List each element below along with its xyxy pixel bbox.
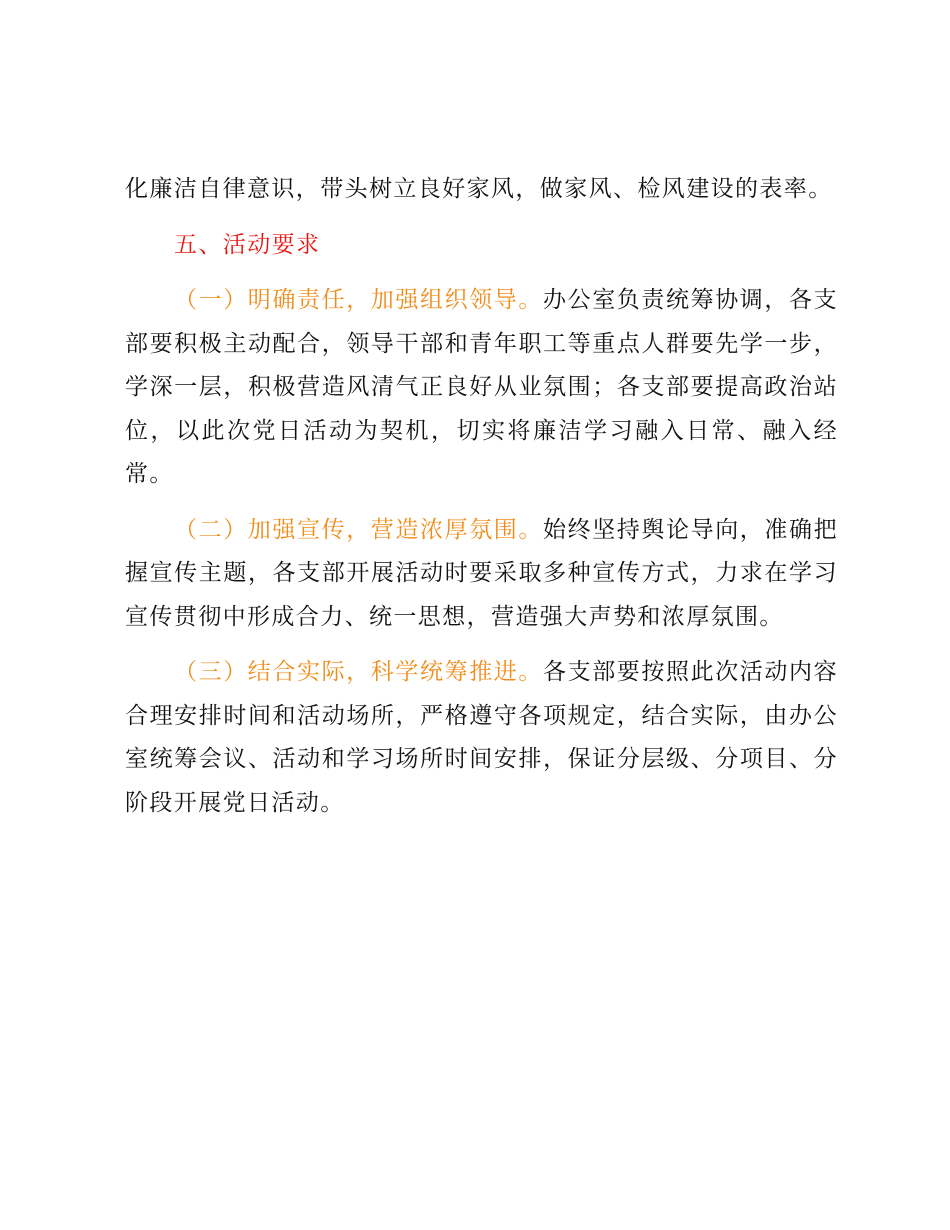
- item-lead: （二）加强宣传，营造浓厚氛围。: [174, 516, 543, 543]
- document-body: [125, 168, 838, 825]
- requirement-item-2: [125, 509, 838, 640]
- item-body: 办公室负责统筹协调，各支部要积极主动配合，领导干部和青年职工等重点人群要先学一步，学深一层，积极营造风清气正良好从业氛围；各支部要提高政治站位，以此次党日活动为契机，切实将廉洁学习融入日常、融入经常。: [125, 287, 838, 487]
- requirement-item-3: [125, 651, 838, 825]
- requirement-item-1: [125, 279, 838, 497]
- section-heading: 五、活动要求: [174, 231, 321, 258]
- item-lead: （三）结合实际，科学统筹推进。: [174, 659, 543, 685]
- item-lead: （一）明确责任，加强组织领导。: [174, 287, 543, 313]
- item-body: 各支部要按照此次活动内容合理安排时间和活动场所，严格遵守各项规定，结合实际，由办公室统筹会议、活动和学习场所时间安排，保证分层级、分项目、分阶段开展党日活动。: [125, 659, 838, 816]
- continuation-paragraph: 化廉洁自律意识，带头树立良好家风，做家风、检风建设的表率。: [125, 176, 833, 202]
- item-body: 始终坚持舆论导向，准确把握宣传主题，各支部开展活动时要采取多种宣传方式，力求在学习宣传贯彻中形成合力、统一思想，营造强大声势和浓厚氛围。: [125, 516, 838, 630]
